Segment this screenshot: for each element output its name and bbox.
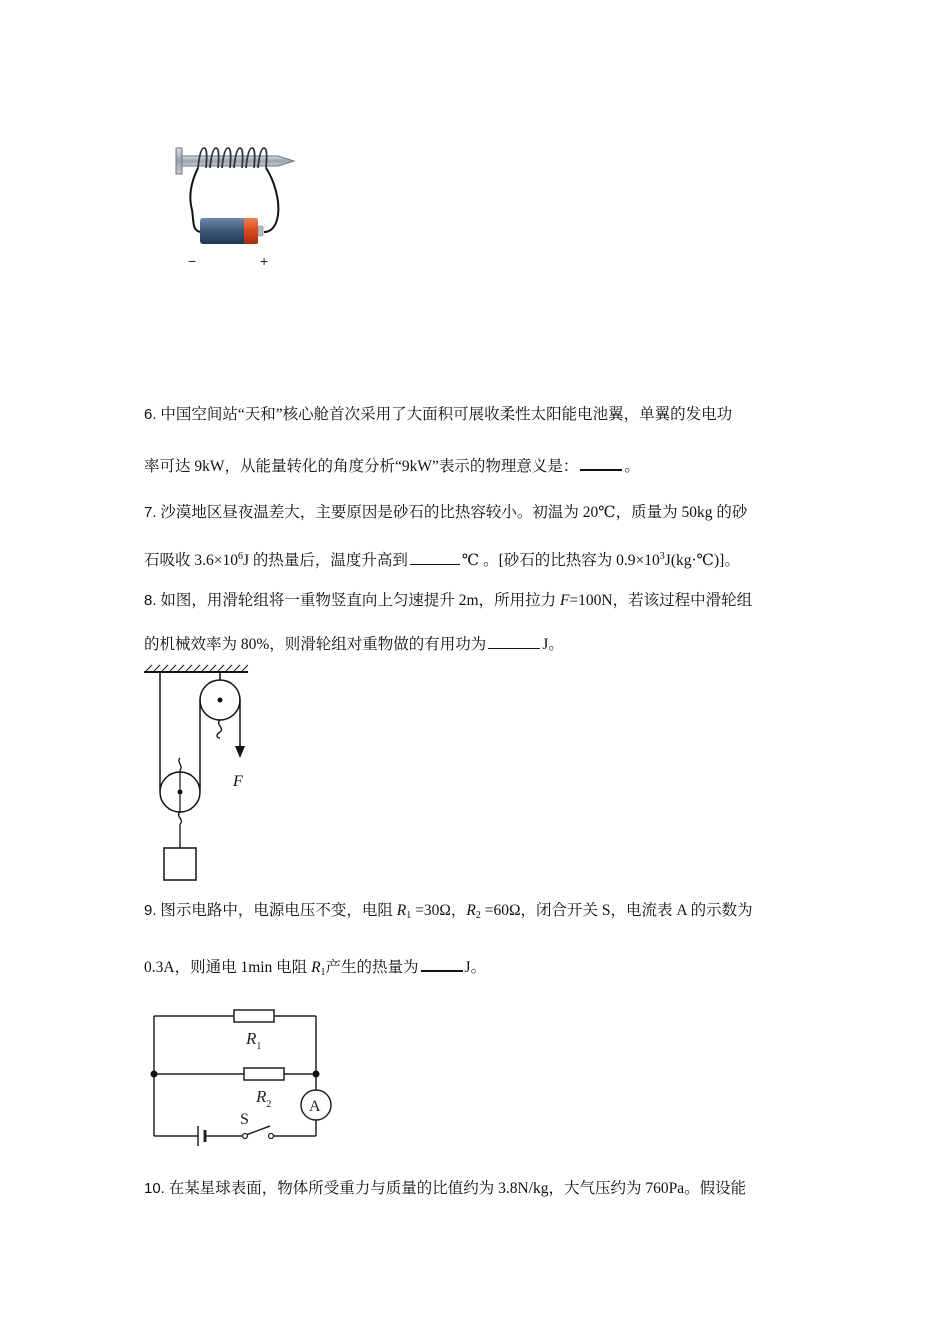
question-6-end: 。 <box>624 458 640 475</box>
question-7-text-2b: J 的热量后，温度升高到 <box>243 552 408 569</box>
question-9 <box>144 886 814 998</box>
battery-minus-label: − <box>188 253 197 269</box>
question-8 <box>144 576 814 670</box>
question-7-number: 7. <box>144 504 157 521</box>
question-9-r1-var-2: R <box>311 959 321 976</box>
r2-label: $R_2$ <box>256 1087 272 1110</box>
nail-head <box>176 148 182 174</box>
resistor-r1 <box>234 1010 274 1022</box>
answer-blank-q9[interactable] <box>421 954 463 972</box>
weight-block <box>164 848 196 880</box>
question-9-text-1b: =30Ω， <box>411 902 467 919</box>
question-9-r1-var: R <box>396 902 407 919</box>
question-6 <box>144 390 814 492</box>
r1-label: $R_1$ <box>246 1029 262 1052</box>
question-6-text-2: 率可达 9kW，从能量转化的角度分析“9kW”表示的物理意义是： <box>144 458 579 475</box>
question-10-text-1: 在某星球表面，物体所受重力与质量的比值约为 3.8N/kg，大气压约为 760Pa。假设能 <box>168 1180 747 1197</box>
answer-blank-q6[interactable] <box>580 453 622 471</box>
question-9-line-1 <box>144 886 814 941</box>
question-9-text-2a: 0.3A，则通电 1min 电阻 <box>144 959 312 976</box>
question-9-r1-sub-2: 1 <box>320 967 326 978</box>
answer-blank-q8[interactable] <box>488 632 540 649</box>
question-7-exp-1: 6 <box>238 551 243 562</box>
question-9-r1-sub: 1 <box>406 910 412 921</box>
question-9-number: 9. <box>144 902 157 919</box>
wire-left <box>190 168 200 232</box>
question-7-text-2a: 石吸收 3.6×10 <box>144 552 238 569</box>
question-6-text-1: 中国空间站“天和”核心舱首次采用了大面积可展收柔性太阳能电池翼，单翼的发电功 <box>160 406 733 423</box>
question-9-text-1c: =60Ω，闭合开关 S，电流表 A 的示数为 <box>480 902 753 919</box>
resistor-r2 <box>244 1068 284 1080</box>
question-6-line-2 <box>144 442 814 492</box>
battery-body <box>200 218 250 244</box>
battery-terminal <box>258 226 263 236</box>
question-8-line-1 <box>144 576 814 626</box>
question-10-line-1 <box>144 1164 814 1214</box>
force-label: F <box>233 773 243 790</box>
answer-blank-q7[interactable] <box>410 548 460 565</box>
question-8-text-1b: =100N，若该过程中滑轮组 <box>569 592 753 609</box>
question-6-line-1 <box>144 390 814 440</box>
question-9-line-2 <box>144 943 814 998</box>
question-6-number: 6. <box>144 406 157 423</box>
question-9-text-1a: 图示电路中，电源电压不变，电阻 <box>160 902 397 919</box>
question-9-text-2c: J。 <box>464 959 487 976</box>
question-8-number: 8. <box>144 592 157 609</box>
question-8-text-2b: J。 <box>542 636 564 653</box>
ammeter-label: A <box>309 1098 321 1115</box>
switch-label: S <box>240 1111 249 1128</box>
battery-plus-label: + <box>260 253 269 269</box>
switch-lever <box>246 1126 270 1135</box>
question-7-exp-2: 3 <box>659 551 665 562</box>
question-7-text-2d: J(kg·℃)]。 <box>664 552 740 569</box>
question-9-r2-var: R <box>466 902 476 919</box>
question-7 <box>144 488 814 586</box>
question-8-text-1a: 如图，用滑轮组将一重物竖直向上匀速提升 2m，所用拉力 <box>160 592 560 609</box>
wire-right <box>264 168 278 232</box>
question-10-number: 10. <box>144 1180 165 1197</box>
question-9-r2-sub: 2 <box>475 910 481 921</box>
ceiling-hatch <box>146 665 248 671</box>
force-arrow <box>235 746 245 758</box>
question-7-text-2c: ℃ 。[砂石的比热容为 0.9×10 <box>461 552 660 569</box>
electromagnet-figure <box>170 140 300 275</box>
question-7-line-1 <box>144 488 814 538</box>
question-10 <box>144 1164 814 1214</box>
circuit-figure <box>148 1000 338 1146</box>
question-9-text-2b: 产生的热量为 <box>325 959 419 976</box>
pulley-figure <box>140 662 260 884</box>
question-8-force-var: F <box>559 592 570 609</box>
battery-cap <box>244 218 258 244</box>
question-7-text-1: 沙漠地区昼夜温差大，主要原因是砂石的比热容较小。初温为 20℃，质量为 50kg 的砂 <box>160 504 748 521</box>
question-8-text-2a: 的机械效率为 80%，则滑轮组对重物做的有用功为 <box>144 636 487 653</box>
